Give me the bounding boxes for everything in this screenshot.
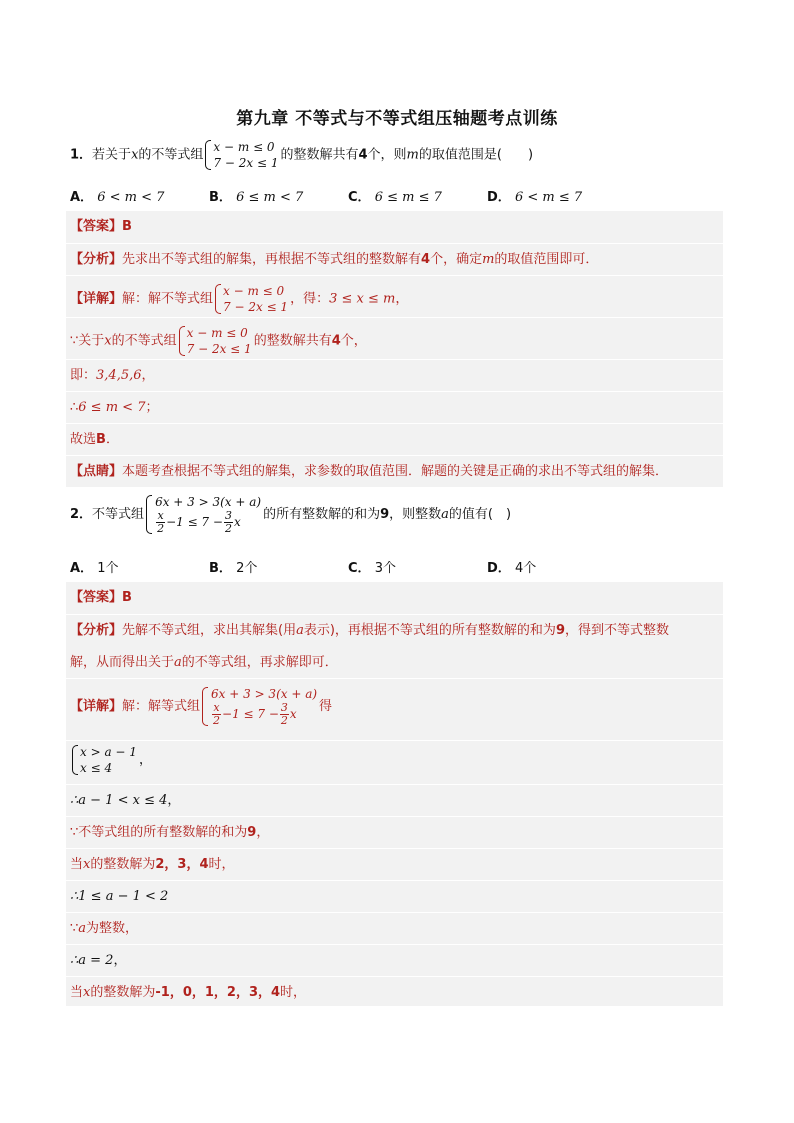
q2-option-a: A． 1个 [70,561,119,576]
q1-stem: 1．若关于x的不等式组 x − m ≤ 0 7 − 2x ≤ 1 的整数解共有4个，则m的取值范围是( ) [70,140,534,170]
q2-detail-system: 6x + 3 > 3(x + a) $\frac{x}{2}$ −1 ≤ 7 − $\frac{3}{2}$ x [202,686,317,727]
q1-analysis: 【分析】先求出不等式组的解集，再根据不等式组的整数解有4个，确定m的取值范围即可． [70,252,599,267]
q1-inequality-system: x − m ≤ 0 7 − 2x ≤ 1 [205,139,278,171]
divider [66,678,723,679]
q2-line-4: ∴1 ≤ a − 1 < 2 [70,889,169,904]
q2-analysis: 【分析】先解不等式组，求出其解集(用a表示)，再根据不等式组的所有整数解的和为9，得到不等式整数 [70,623,669,638]
divider [66,816,723,817]
divider [66,275,723,276]
q2-line-2: ∵不等式组的所有整数解的和为9， [70,825,270,840]
q2-inequality-system: 6x + 3 > 3(x + a) $\frac{x}{2}$ −1 ≤ 7 − $\frac{3}{2}$ x [146,494,261,535]
divider [66,784,723,785]
q2-option-d: D． 4个 [487,561,537,576]
divider [66,317,723,318]
q2-option-c: C． 3个 [348,561,396,576]
q2-result-system: x > a − 1 x ≤ 4 ， [70,744,152,776]
q1-because: ∵关于x的不等式组 x − m ≤ 0 7 − 2x ≤ 1 的整数解共有4个， [70,326,367,356]
divider [66,944,723,945]
divider [66,880,723,881]
divider [66,740,723,741]
q1-option-a: A． 6 < m < 7 [70,190,165,205]
divider [66,912,723,913]
q1-answer: 【答案】B [70,219,132,234]
q1-choose: 故选B． [70,432,119,447]
q2-line-1: ∴a − 1 < x ≤ 4， [70,793,181,808]
q2-analysis-line2: 解，从而得出关于a的不等式组，再求解即可． [70,655,338,670]
q1-detail-system: x − m ≤ 0 7 − 2x ≤ 1 [215,283,288,315]
q1-therefore: ∴6 ≤ m < 7； [70,400,159,415]
q2-detail: 【详解】解：解等式组 6x + 3 > 3(x + a) $\frac{x}{2}$ −1 ≤ 7 − $\frac{3}{2}$ x 得 [70,687,333,727]
q2-line-7: 当x的整数解为-1，0，1，2，3，4时， [70,985,307,1000]
q1-option-b: B． 6 ≤ m < 7 [209,190,304,205]
divider [66,391,723,392]
divider [66,359,723,360]
divider [66,976,723,977]
q2-answer: 【答案】B [70,590,132,605]
q1-ji: 即：3,4,5,6， [70,368,155,383]
divider [66,455,723,456]
q2-stem: 2．不等式组 6x + 3 > 3(x + a) $\frac{x}{2}$ −1 ≤ 7 − $\frac{3}{2}$ x 的所有整数解的和为9，则整数a的值有( ) [70,495,512,535]
q1-option-c: C． 6 ≤ m ≤ 7 [348,190,442,205]
q2-line-5: ∵a为整数， [70,921,139,936]
q1-because-system: x − m ≤ 0 7 − 2x ≤ 1 [179,325,252,357]
divider [66,614,723,615]
q2-line-6: ∴a = 2， [70,953,127,968]
page-title: 第九章 不等式与不等式组压轴题考点训练 [236,109,558,129]
divider [66,423,723,424]
q1-detail: 【详解】解：解不等式组 x − m ≤ 0 7 − 2x ≤ 1 ，得：3 ≤ x ≤ m， [70,284,409,314]
q1-option-d: D． 6 < m ≤ 7 [487,190,583,205]
divider [66,848,723,849]
q2-option-b: B． 2个 [209,561,258,576]
divider [66,243,723,244]
q2-line-3: 当x的整数解为2，3，4时， [70,857,235,872]
q1-comment: 【点睛】本题考查根据不等式组的解集，求参数的取值范围．解题的关键是正确的求出不等式组的解集． [70,464,669,479]
